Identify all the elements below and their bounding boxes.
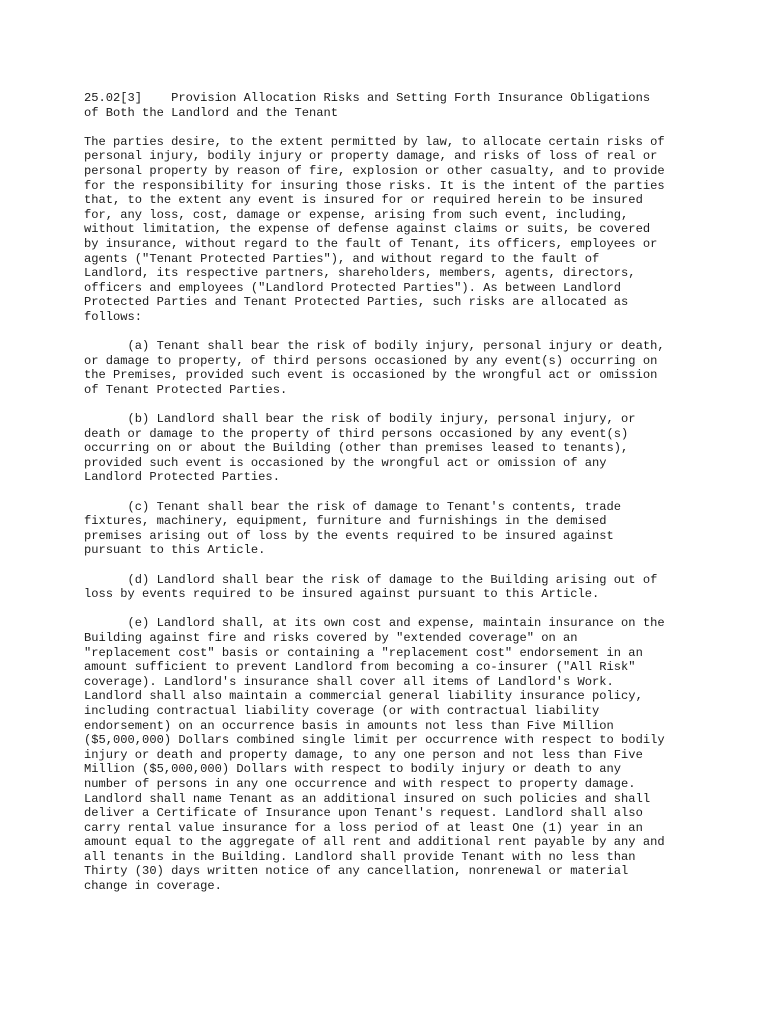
spacer	[84, 558, 704, 573]
spacer	[84, 120, 704, 135]
spacer	[84, 485, 704, 500]
clause-c: (c) Tenant shall bear the risk of damage to Tenant's contents, trade fixtures, machinery, equipment, furniture and furnishings in the demised premises arising out of loss by the events required to be insured against pursuant to this Article.	[84, 499, 622, 558]
clause-d: (d) Landlord shall bear the risk of damage to the Building arising out of loss by events required to be insured against pursuant to this Article.	[84, 572, 658, 602]
spacer	[84, 397, 704, 412]
spacer	[84, 602, 704, 617]
clause-b: (b) Landlord shall bear the risk of bodily injury, personal injury, or death or damage to the property of third persons occasioned by any event(s) occurring on or about the Building (other than premises leased to tenants), provided such event is occasioned by the wrongful act or omission of any Landlord Protected Parties.	[84, 412, 636, 485]
document-page	[84, 91, 704, 894]
spacer	[84, 325, 704, 340]
intro-paragraph: The parties desire, to the extent permitted by law, to allocate certain risks of personal injury, bodily injury or property damage, and risks of loss of real or personal property by reason of fire, explosion or other casualty, and to provide for the responsibility for insuring those risks. It is the intent of the parties that, to the extent any event is insured for or required herein to be insured for, any loss, cost, damage or expense, arising from such event, including, without limitation, the expense of defense against claims or suits, be covered by insurance, without regard to the fault of Tenant, its officers, employees or agents ("Tenant Protected Parties"), and without regard to the fault of Landlord, its respective partners, shareholders, members, agents, directors, officers and employees ("Landlord Protected Parties"). As between Landlord Protected Parties and Tenant Protected Parties, such risks are allocated as follows:	[84, 134, 665, 324]
clause-a: (a) Tenant shall bear the risk of bodily injury, personal injury or death, or damage to property, of third persons occasioned by any event(s) occurring on the Premises, provided such event is occasioned by the wrongful act or omission of Tenant Protected Parties.	[84, 339, 665, 397]
clause-e: (e) Landlord shall, at its own cost and expense, maintain insurance on the Building against fire and risks covered by "extended coverage" on an "replacement cost" basis or containing a "replacement cost" endorsement in an amount sufficient to prevent Landlord from becoming a co-insurer ("All Risk" coverage). Landlord's insurance shall cover all items of Landlord's Work. Landlord shall also maintain a commercial general liability insurance policy, including contractual liability coverage (or with contractual liability endorsement) on an occurrence basis in amounts not less than Five Million ($5,000,000) Dollars combined single limit per occurrence with respect to bodily injury or death and property damage, to any one person and not less than Five Million ($5,000,000) Dollars with respect to bodily injury or death to any number of persons in any one occurrence and with respect to property damage. Landlord shall name Tenant as an additional insured on such policies and shall deliver a Certificate of Insurance upon Tenant's request. Landlord shall also carry rental value insurance for a loss period of at least One (1) year in an amount equal to the aggregate of all rent and additional rent payable by any and all tenants in the Building. Landlord shall provide Tenant with no less than Thirty (30) days written notice of any cancellation, nonrenewal or material change in coverage.	[84, 616, 665, 894]
section-heading: 25.02[3] Provision Allocation Risks and Setting Forth Insurance Obligations of Both the Landlord and the Tenant	[84, 91, 651, 120]
